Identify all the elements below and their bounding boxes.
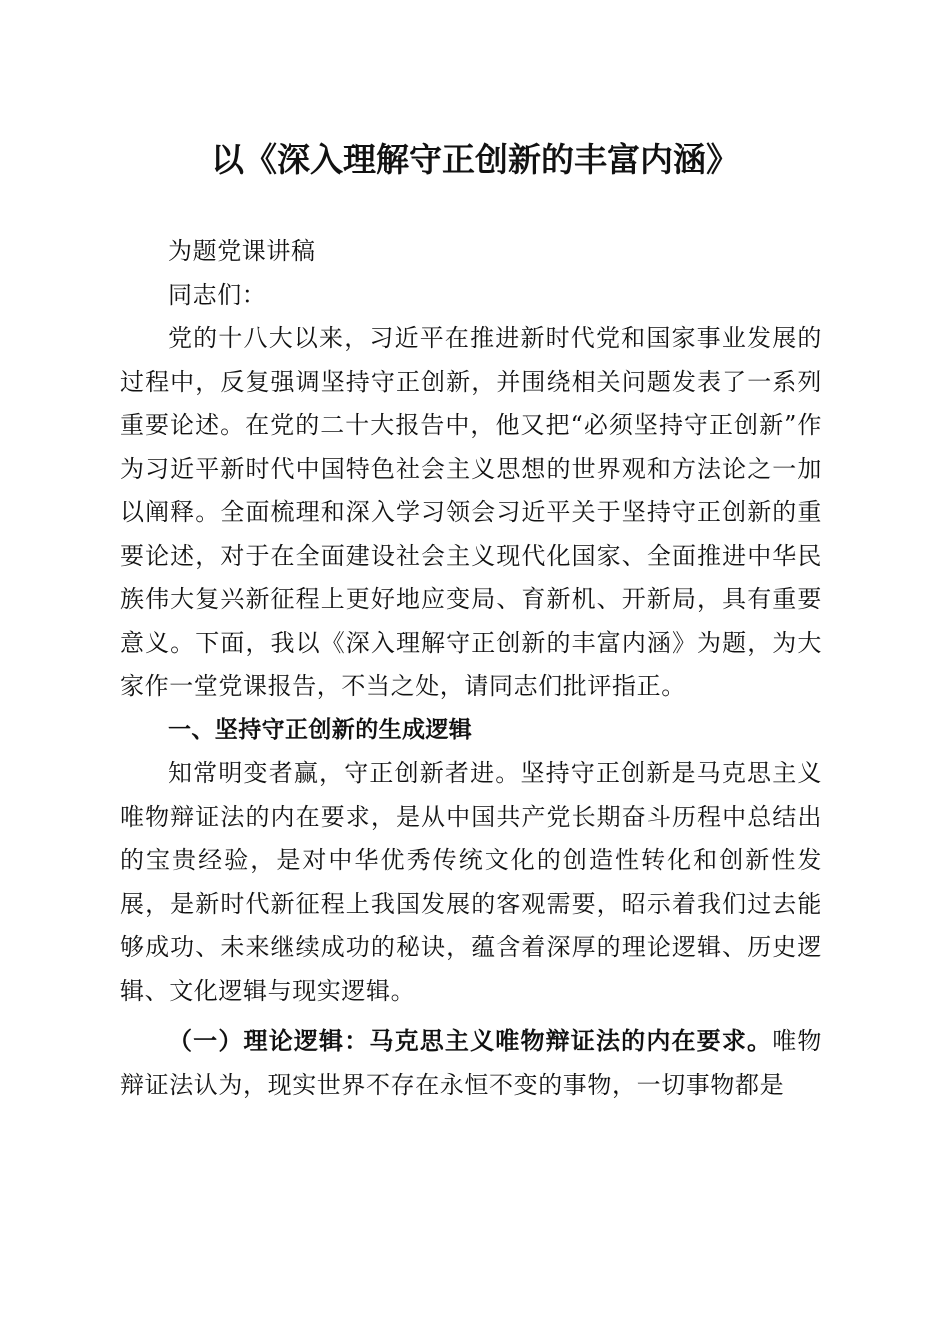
document-title: 以《深入理解守正创新的丰富内涵》 [211,140,739,179]
subsection-heading-1: （一）理论逻辑：马克思主义唯物辩证法的内在要求。 [168,1026,773,1055]
intro-paragraph: 党的十八大以来，习近平在推进新时代党和国家事业发展的过程中，反复强调坚持守正创新，并围绕相关问题发表了一系列重要论述。在党的二十大报告中，他又把“必须坚持守正创新”作为习近平新时代中国特色社会主义思想的世界观和方法论之一加以阐释。全面梳理和深入学习领会习近平关于坚持守正创新的重要论述，对于在全面建设社会主义现代化国家、全面推进中华民族伟大复兴新征程上更好地应变局、育新机、开新局，具有重要意义。下面，我以《深入理解守正创新的丰富内涵》为题，为大家作一堂党课报告，不当之处，请同志们批评指正。 [120,324,822,700]
section-heading-1: 一、坚持守正创新的生成逻辑 [168,716,473,743]
subtitle-line: 为题党课讲稿 [168,237,316,265]
greeting-line: 同志们： [168,280,267,309]
subsection-1-text: 唯物辩证法认为，现实世界不存在永恒不变的事物，一切事物都是 [120,1027,822,1099]
section-1-paragraph: 知常明变者赢，守正创新者进。坚持守正创新是马克思主义唯物辩证法的内在要求，是从中国共产党长期奋斗历程中总结出的宝贵经验，是对中华优秀传统文化的创造性转化和创新性发展，是新时代新征程上我国发展的客观需要，昭示着我们过去能够成功、未来继续成功的秘诀，蕴含着深厚的理论逻辑、历史逻辑、文化逻辑与现实逻辑。 [120,759,822,1005]
document-body [120,230,822,1107]
subsection-1-paragraph [120,1019,822,1107]
